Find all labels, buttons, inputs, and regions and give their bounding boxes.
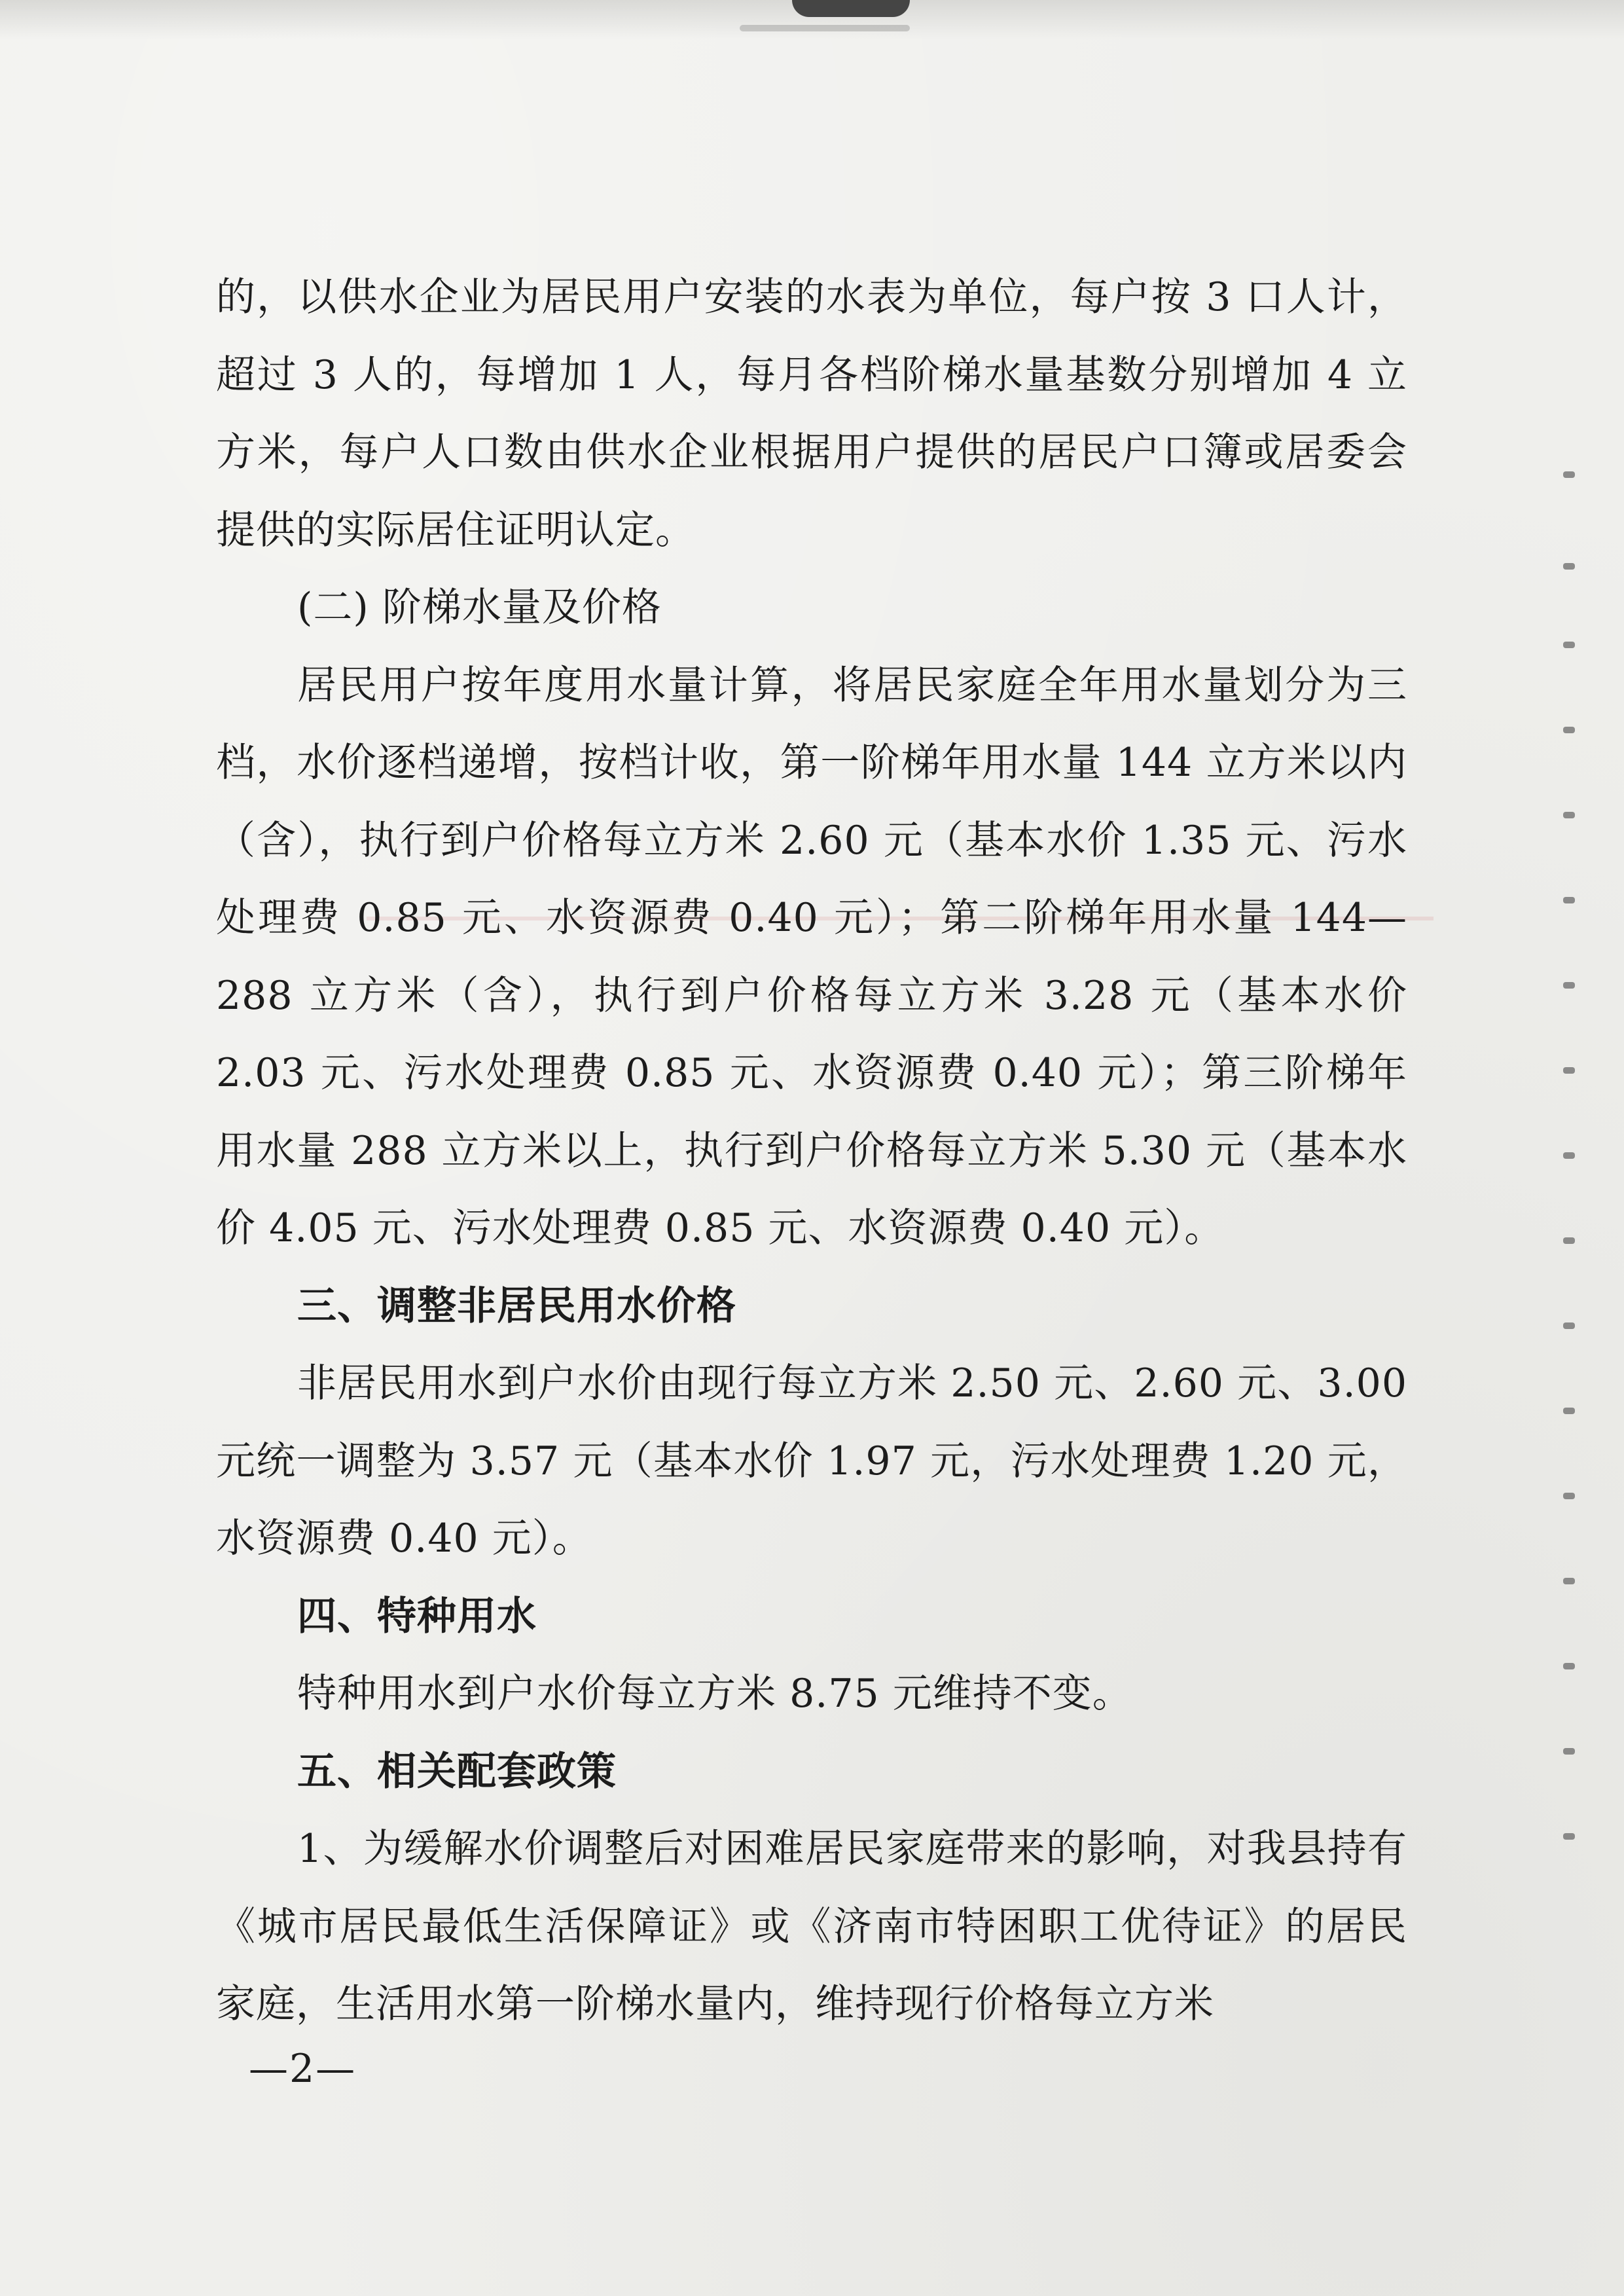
page-number: —2— xyxy=(249,2046,357,2092)
heading-special-water: 四、特种用水 xyxy=(297,1593,537,1639)
paragraph: 非居民用水到户水价由现行每立方米 2.50 元、2.60 元、3.00 元统一调整为 3.57 元（基本水价 1.97 元，污水处理费 1.20 元，水资源费 0.40 元）。 xyxy=(216,1360,1407,1561)
scan-edge-marks xyxy=(1563,471,1579,1846)
paragraph: 的，以供水企业为居民用户安装的水表为单位，每户按 3 口人计，超过 3 人的，每增加 1 人，每月各档阶梯水量基数分别增加 4 立方米，每户人口数由供水企业根据用户提供的居民户口簿或居委会提供的实际居住证明认定。 xyxy=(216,274,1407,553)
heading-supporting-policies: 五、相关配套政策 xyxy=(297,1748,617,1795)
paragraph: 1、为缓解水价调整后对困难居民家庭带来的影响，对我县持有《城市居民最低生活保障证》或《济南市特困职工优待证》的居民家庭，生活用水第一阶梯水量内，维持现行价格每立方米 xyxy=(216,1826,1407,2027)
heading-non-resident-price: 三、调整非居民用水价格 xyxy=(297,1283,736,1329)
scan-artifact xyxy=(740,25,910,31)
document-body xyxy=(216,259,1407,2043)
subheading-ladder-volume-price: (二) 阶梯水量及价格 xyxy=(297,585,662,630)
paragraph: 居民用户按年度用水量计算，将居民家庭全年用水量划分为三档，水价逐档递增，按档计收，第一阶梯年用水量 144 立方米以内（含），执行到户价格每立方米 2.60 元（基本水价 1.35 元、污水处理费 0.85 元、水资源费 0.40 元）；第二阶梯年用水量 144—288 立方米（含），执行到户价格每立方米 3.28 元（基本水价 2.03 元、污水处理费 0.85 元、水资源费 0.40 元）；第三阶梯年用水量 288 立方米以上，执行到户价格每立方米 5.30 元（基本水价 4.05 元、污水处理费 0.85 元、水资源费 0.40 元）。 xyxy=(216,662,1407,1251)
scan-artifact xyxy=(792,0,910,17)
paragraph: 特种用水到户水价每立方米 8.75 元维持不变。 xyxy=(297,1671,1132,1717)
